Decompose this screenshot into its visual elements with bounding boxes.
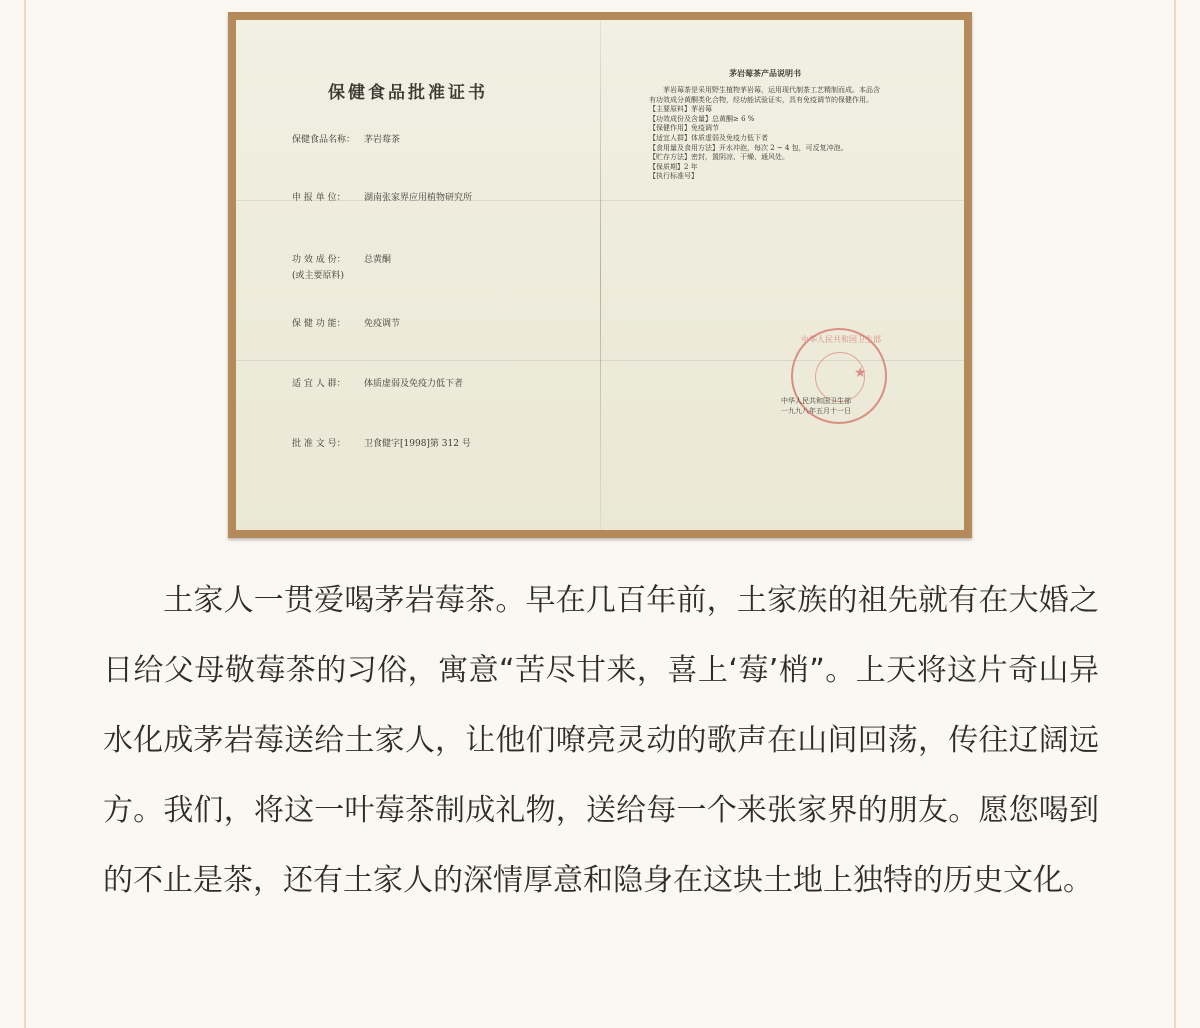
field-value: 湖南张家界应用植物研究所 xyxy=(364,193,473,203)
story-paragraph-text: 土家人一贯爱喝茅岩莓茶。早在几百年前，土家族的祖先就有在大婚之日给父母敬莓茶的习俗，寓意“苦尽甘来，喜上‘莓’梢”。上天将这片奇山异水化成茅岩莓送给土家人，让他们嘹亮灵动的歌声在山间回荡，传往辽阔远方。我们，将这一叶莓茶制成礼物，送给每一个来张家界的朋友。愿您喝到的不止是茶，还有土家人的深情厚意和隐身在这块土地上独特的历史文化。 xyxy=(103,583,1099,898)
field-label: 适 宜 人 群： xyxy=(292,379,346,389)
field-value: 总黄酮 xyxy=(364,255,392,265)
manual-item: 【适宜人群】体质虚弱及免疫力低下者 xyxy=(649,133,768,142)
manual-item: 【功效成份及含量】总黄酮≥ 6 % xyxy=(649,114,755,123)
field-value: 卫食健字[1998]第 312 号 xyxy=(364,439,471,449)
page-border-right xyxy=(1174,0,1176,1028)
certificate-field-function xyxy=(292,316,400,329)
certificate-field-ingredient xyxy=(292,252,391,281)
story-text xyxy=(103,566,1099,916)
page-border-left xyxy=(24,0,26,1028)
field-label: 保 健 功 能： xyxy=(292,319,346,329)
field-label: 保健食品名称： xyxy=(292,135,356,145)
seal-text: 中华人民共和国卫生部 xyxy=(801,335,881,344)
star-icon: ★ xyxy=(854,365,867,381)
certificate-field-product-name xyxy=(292,132,400,145)
manual-item: 【保健作用】免疫调节 xyxy=(649,124,719,133)
certificate-left-page xyxy=(236,20,600,530)
issuer-block xyxy=(781,396,851,416)
field-value: 体质虚弱及免疫力低下者 xyxy=(364,379,464,389)
manual-item: 【执行标准号】 xyxy=(649,172,698,181)
certificate-title: 保健食品批准证书 xyxy=(328,83,488,103)
manual-title: 茅岩莓茶产品说明书 xyxy=(729,68,801,78)
manual-item: 【主要原料】茅岩莓 xyxy=(649,105,712,114)
field-note: (或主要原料) xyxy=(292,271,345,281)
seal-emblem xyxy=(815,352,865,402)
manual-item: 【食用量及食用方法】开水冲泡，每次 2 ~ 4 包，可反复冲泡。 xyxy=(649,143,848,152)
field-label: 批 准 文 号： xyxy=(292,439,346,449)
field-value: 茅岩莓茶 xyxy=(364,135,401,145)
certificate-field-approval-number xyxy=(292,436,471,449)
field-label: 功 效 成 份： xyxy=(292,255,346,265)
story-paragraph xyxy=(103,566,1099,916)
issuer-date: 一九九八年五月十一日 xyxy=(781,407,851,415)
field-label: 申 报 单 位： xyxy=(292,193,346,203)
manual-item: 【保质期】2 年 xyxy=(649,162,698,171)
certificate-field-target-group xyxy=(292,376,463,389)
manual-intro: 茅岩莓茶是采用野生植物茅岩莓，运用现代制茶工艺精制而成。本品含有功效成分黄酮类化合物，经功能试验证实，具有免疫调节的保健作用。 xyxy=(649,86,880,104)
certificate-right-page xyxy=(601,20,964,530)
certificate-paper xyxy=(236,20,964,530)
manual-item: 【贮存方法】密封，置阴凉、干燥、通风处。 xyxy=(649,153,789,162)
manual-body xyxy=(649,86,885,182)
certificate-field-applicant xyxy=(292,190,472,203)
issuer-name: 中华人民共和国卫生部 xyxy=(781,397,851,405)
certificate-photo xyxy=(228,12,972,538)
field-value: 免疫调节 xyxy=(364,319,401,329)
